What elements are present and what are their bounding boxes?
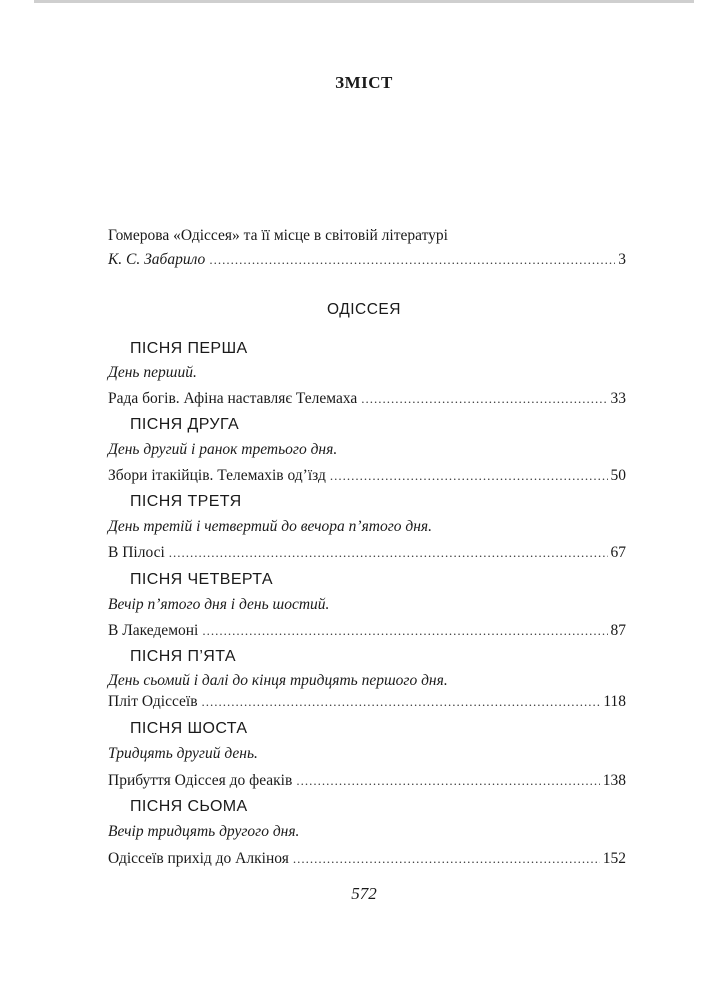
song-day: Вечір тридцять другого дня. [108, 823, 300, 840]
page-number: 572 [351, 884, 377, 903]
toc-entry[interactable] [108, 543, 626, 563]
entry-page: 50 [610, 467, 626, 484]
entry-page: 33 [610, 390, 626, 407]
entry-page: 152 [602, 850, 626, 867]
leader-dots [202, 621, 607, 641]
leader-dots [361, 389, 607, 409]
song-title: ПІСНЯ СЬОМА [130, 798, 248, 815]
toc-entry[interactable] [108, 771, 626, 791]
entry-page: 138 [602, 772, 626, 789]
song-title: ПІСНЯ ТРЕТЯ [130, 493, 242, 510]
toc-entry[interactable] [108, 621, 626, 641]
leader-dots [293, 849, 600, 869]
song-title: ПІСНЯ ПЕРША [130, 340, 248, 357]
section-title: ОДІССЕЯ [327, 301, 401, 318]
toc-entry[interactable] [108, 849, 626, 869]
toc-entry[interactable] [108, 466, 626, 486]
intro-author: К. С. Забарило [108, 251, 206, 268]
song-day: День сьомий і далі до кінця тридцять першого дня. [108, 672, 448, 689]
entry-title: Одіссеїв прихід до Алкіноя [108, 850, 289, 867]
entry-title: В Лакедемоні [108, 622, 199, 639]
intro-entry[interactable] [108, 250, 626, 270]
intro-title: Гомерова «Одіссея» та її місце в світовій літературі [108, 227, 448, 244]
song-day: Тридцять другий день. [108, 745, 258, 762]
entry-title: Збори ітакійців. Телемахів од’їзд [108, 467, 326, 484]
entry-page: 67 [610, 544, 626, 561]
leader-dots [330, 466, 608, 486]
entry-title: Пліт Одіссеїв [108, 693, 198, 710]
leader-dots [202, 692, 601, 712]
song-day: День перший. [108, 364, 197, 381]
entry-page: 87 [610, 622, 626, 639]
toc-entry[interactable] [108, 692, 626, 712]
leader-dots [296, 771, 599, 791]
toc-entry[interactable] [108, 389, 626, 409]
page-top-edge [34, 0, 694, 3]
song-title: ПІСНЯ ЧЕТВЕРТА [130, 571, 273, 588]
leader-dots [169, 543, 608, 563]
entry-page: 118 [603, 693, 626, 710]
song-title: ПІСНЯ П’ЯТА [130, 648, 236, 665]
page-title: ЗМІСТ [335, 73, 393, 92]
song-day: Вечір п’ятого дня і день шостий. [108, 596, 330, 613]
song-title: ПІСНЯ ШОСТА [130, 720, 248, 737]
entry-title: Прибуття Одіссея до феаків [108, 772, 293, 789]
song-day: День третій і четвертий до вечора п’ятого дня. [108, 518, 433, 535]
entry-title: Рада богів. Афіна наставляє Телемаха [108, 390, 358, 407]
song-day: День другий і ранок третього дня. [108, 441, 338, 458]
entry-title: В Пілосі [108, 544, 165, 561]
leader-dots [209, 250, 615, 270]
song-title: ПІСНЯ ДРУГА [130, 416, 240, 433]
intro-page: 3 [618, 251, 626, 268]
